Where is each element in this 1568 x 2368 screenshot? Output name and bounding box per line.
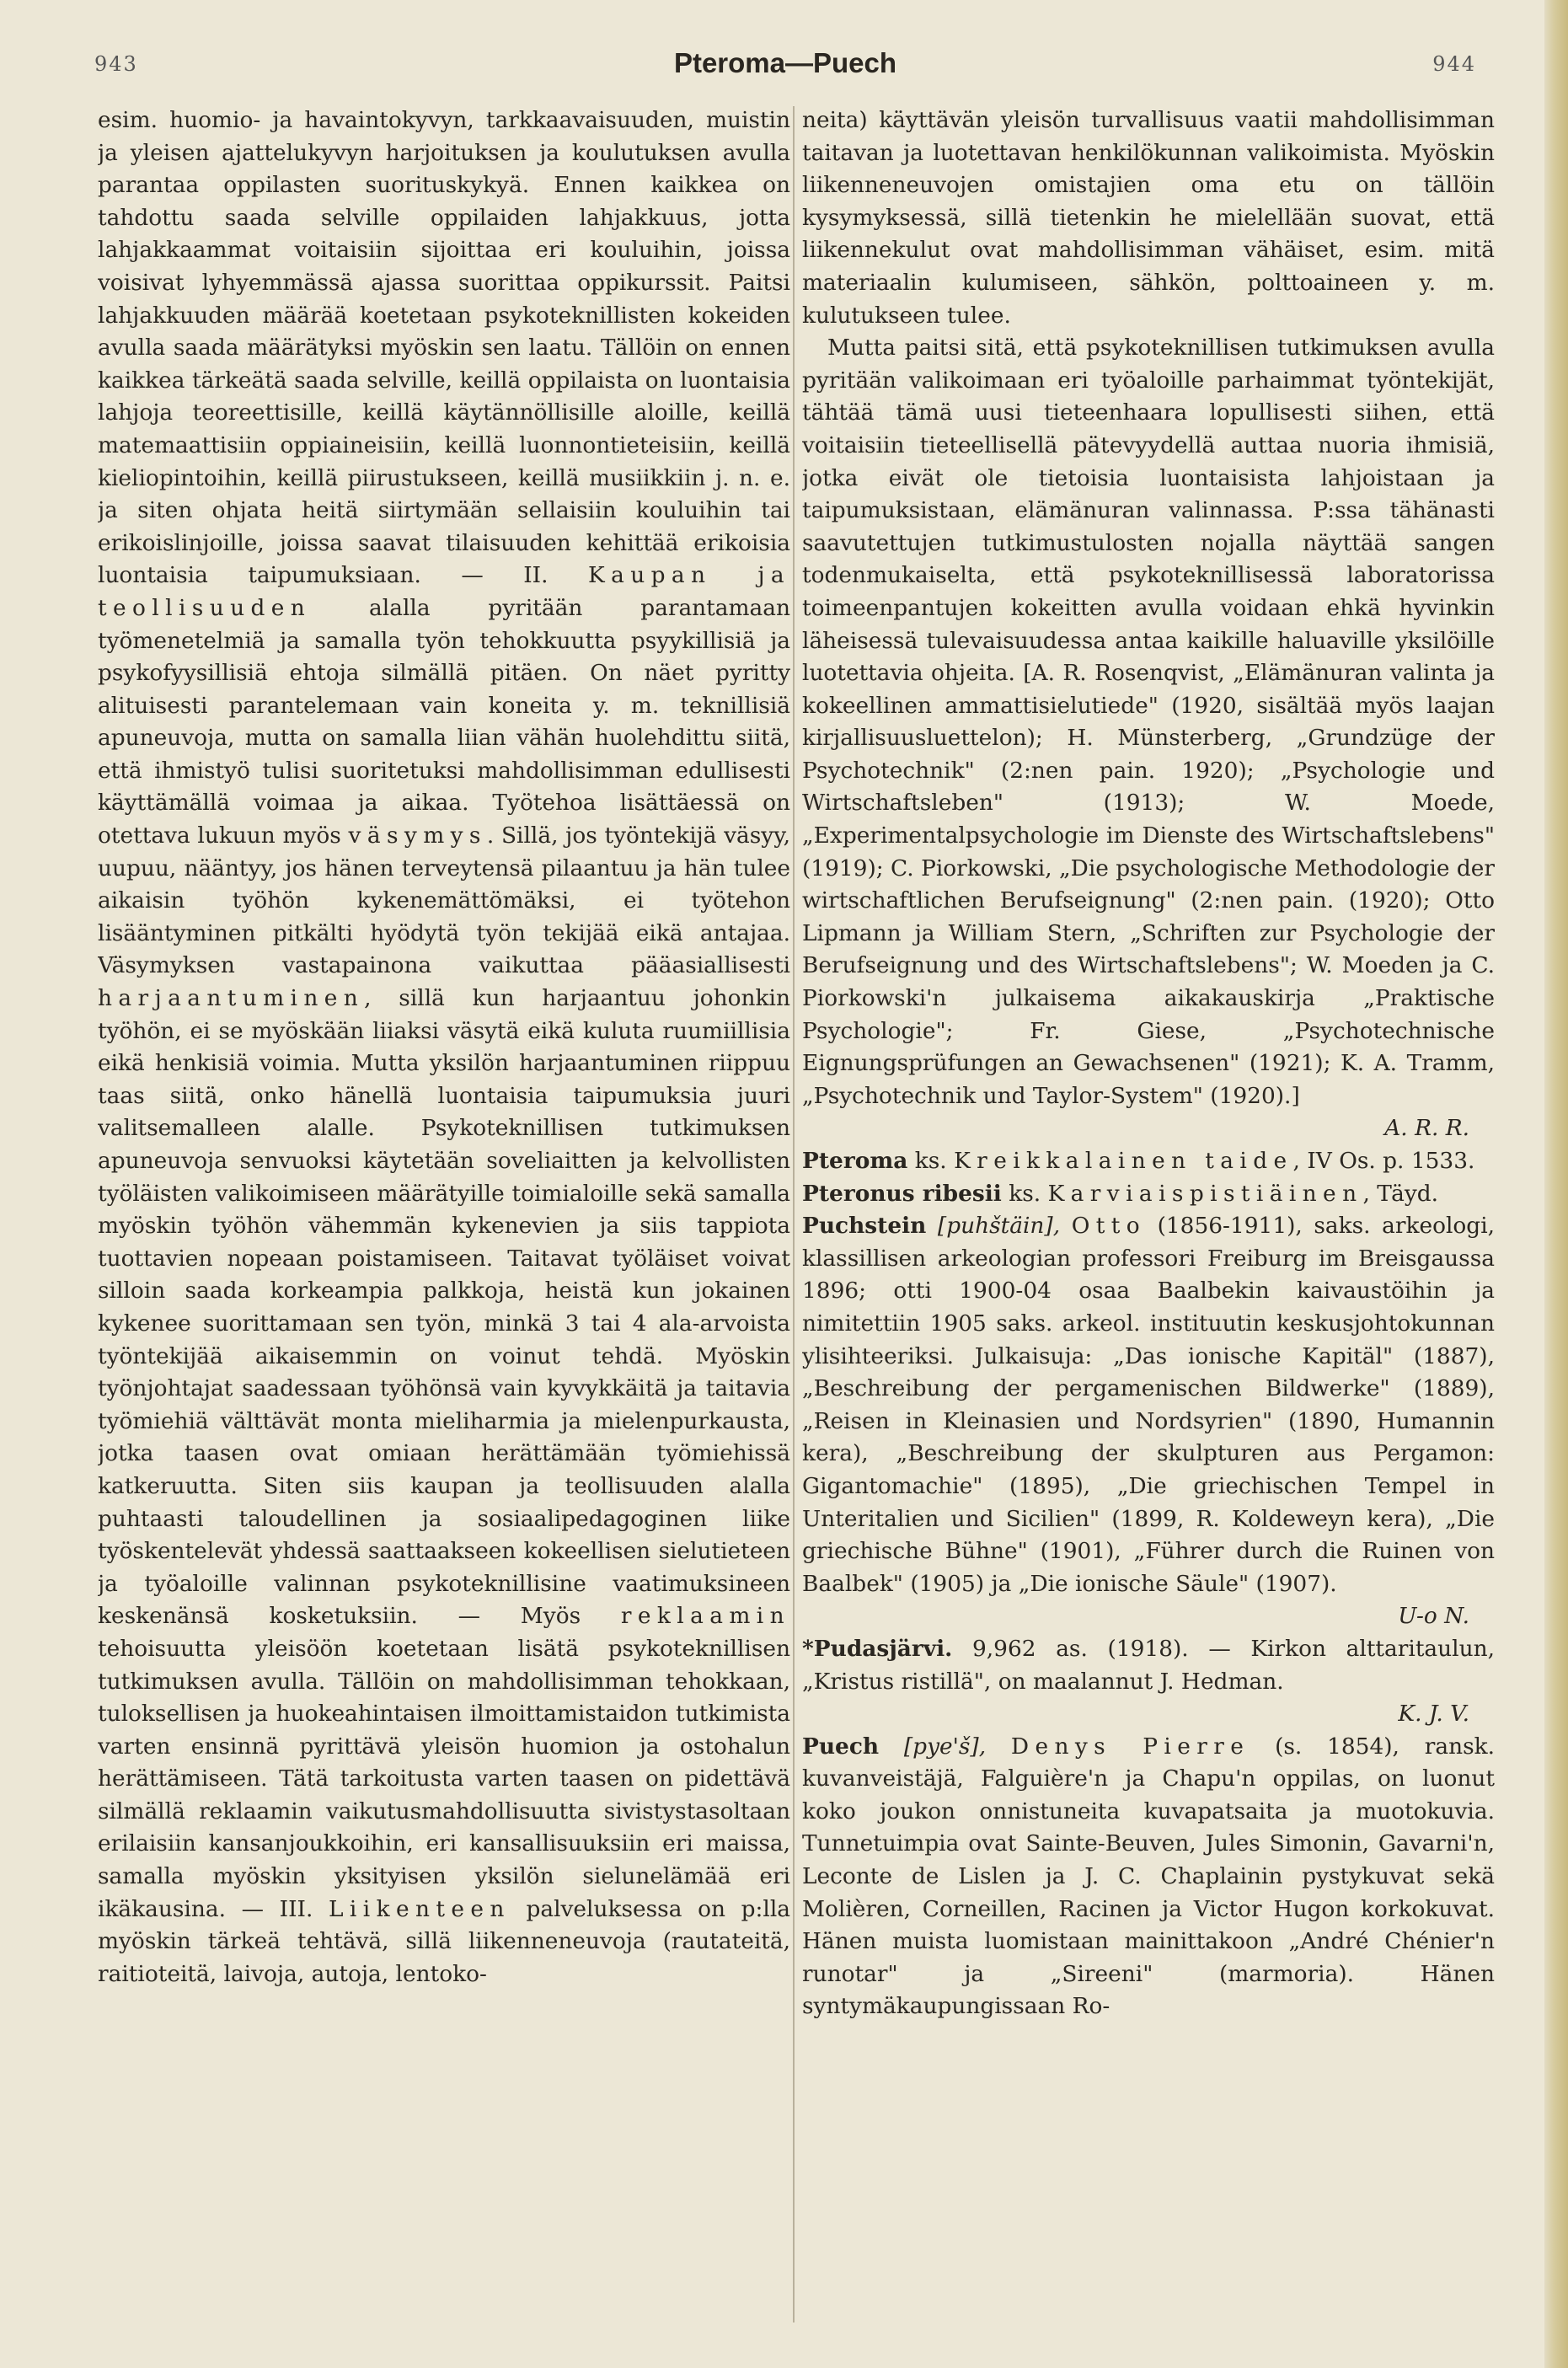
headword-puchstein: Puchstein <box>802 1213 927 1240</box>
signature-ar: A. R. R. <box>1384 1115 1469 1142</box>
headword-pteronus: Pteronus ribesii <box>802 1180 1002 1207</box>
headword-pteroma: Pteroma <box>802 1148 908 1174</box>
entry-puech: Puech [pye'š], Denys Pierre (s. 1854), ransk. kuvanveistäjä, Falguière'n ja Chapu'n oppilas, on luonut koko joukon onnistuneita kuvapatsaita ja muotokuvia. Tunnetuimpia ovat Sainte-Beuven, Jules Simonin, Gavarni'n, Leconte de Lislen ja J. C. Chaplainin pystykuvat sekä Molièren, Corneillen, Racinen ja Victor Hugon korkokuvat. Hänen muista luomistaan mainittakoon „André Chénier'n runotar" ja „Sireeni" (marmoria). Hänen syntymäkaupungissaan Ro- <box>802 1733 1495 2020</box>
entry-puchstein: Puchstein [puhštäin], Otto (1856-1911), saks. arkeologi, klassillisen arkeologian professori Freiburg im Breisgaussa 1896; otti 1900-04 osaa Baalbekin kaivaustöihin ja nimitettiin 1905 saks. arkeol. instituutin keskusjohtokunnan ylisihteeriksi. Julkaisuja: „Das ionische Kapitäl" (1887), „Beschreibung der pergamenischen Bildwerke" (1889), „Reisen in Kleinasien und Nordsyrien" (1890, Humannin kera), „Beschreibung der skulpturen aus Pergamon: Gigantomachie" (1895), „Die griechischen Tempel in Unteritalien und Sicilien" (1899, R. Koldeweyn kera), „Die griechische Bühne" (1901), „Führer durch die Ruinen von Baalbek" (1905) ja „Die ionische Säule" (1907). <box>802 1213 1495 1597</box>
page-edge <box>1544 0 1568 2368</box>
column-divider <box>793 106 795 2322</box>
left-column <box>98 104 790 2329</box>
page-number-right: 944 <box>1432 52 1476 76</box>
right-column <box>802 104 1495 2329</box>
psychotechnics-continuation-right: neita) käyttävän yleisön turvallisuus vaatii mahdollisimman taitavan ja luotettavan henkilökunnan valikoimista. Myöskin liikenneneuvojen omistajien oma etu on tällöin kysymyksessä, sillä tietenkin he mielellään suovat, että liikennekulut ovat mahdollisimman vähäiset, esim. mitä materiaalin kulumiseen, sähkön, polttoaineen y. m. kulutukseen tulee. <box>802 107 1495 329</box>
page-title: Pteroma—Puech <box>673 47 897 78</box>
signature-uon: U-o N. <box>1398 1603 1469 1630</box>
page-number-left: 943 <box>94 52 138 76</box>
entry-pteronus: Pteronus ribesii ks. Karviaispistiäinen, Täyd. <box>802 1180 1439 1207</box>
page-header <box>94 47 1476 99</box>
psychotechnics-paragraph-2: Mutta paitsi sitä, että psykoteknillisen tutkimuksen avulla pyritään valikoimaan eri työaloille parhaimmat työntekijät, tähtää tämä uusi tieteenhaara lopullisesti siihen, että voitaisiin tieteellisellä pätevyydellä auttaa nuoria ihmisiä, jotka eivät ole tietoisia luontaisista lahjoistaan ja taipumuksistaan, elämänuran valinnassa. P:ssa tähänasti saavutettujen tutkimustulosten nojalla näyttää sangen todenmukaiselta, että psykoteknillisessä laboratorissa toimeenpantujen kokeitten avulla voidaan ehkä hyvinkin läheisessä tulevaisuudessa antaa kaikille haluaville yksilöille luotettavia ohjeita. [A. R. Rosenqvist, „Elämänuran valinta ja kokeellinen ammattisielutiede" (1920, sisältää myös laajan kirjallisuusluettelon); H. Münsterberg, „Grundzüge der Psychotechnik" (2:nen pain. 1920); „Psychologie und Wirtschaftsleben" (1913); W. Moede, „Experimentalpsychologie im Dienste des Wirtschaftslebens" (1919); C. Piorkowski, „Die psychologische Methodologie der wirtschaftlichen Berufseignung" (2:nen pain. (1920); Otto Lipmann ja William Stern, „Schriften zur Psychologie der Berufseignung und des Wirtschaftslebens"; W. Moeden ja C. Piorkowski'n julkaisema aikakauskirja „Praktische Psychologie"; Fr. Giese, „Psychotechnische Eignungsprüfungen an Gewachsenen" (1921); K. A. Tramm, „Psychotechnik und Taylor-System" (1920).] <box>802 335 1495 1109</box>
headword-pudasjarvi: *Pudasjärvi. <box>802 1635 953 1662</box>
headword-puech: Puech <box>802 1733 880 1760</box>
signature-kjv: K. J. V. <box>1398 1701 1469 1728</box>
entry-pudasjarvi: *Pudasjärvi. 9,962 as. (1918). — Kirkon alttaritaulun, „Kristus ristillä", on maalannut J. Hedman. <box>802 1635 1495 1695</box>
entry-pteroma: Pteroma ks. Kreikkalainen taide, IV Os. p. 1533. <box>802 1148 1475 1174</box>
psychotechnics-continuation: esim. huomio- ja havaintokyvyn, tarkkaavaisuuden, muistin ja yleisen ajattelukyvyn harjoituksen ja koulutuksen avulla parantaa oppilasten suorituskykyä. Ennen kaikkea on tahdottu saada selville oppilaiden lahjakkuus, jotta lahjakkaammat voitaisiin sijoittaa eri kouluihin, joissa voisivat lyhyemmässä ajassa suorittaa oppikurssit. Paitsi lahjakkuuden määrää koetetaan psykoteknillisten kokeiden avulla saada määrätyksi myöskin sen laatu. Tällöin on ennen kaikkea tärkeätä saada selville, keillä oppilaista on luontaisia lahjoja teoreettisille, keillä käytännöllisille aloille, keillä matemaattisiin oppiaineisiin, keillä luonnontieteisiin, keillä kieliopintoihin, keillä piirustukseen, keillä musiikkiin j. n. e. ja siten ohjata heitä siirtymään sellaisiin kouluihin tai erikoislinjoille, joissa saavat tilaisuuden kehittää erikoisia luontaisia taipumuksiaan. — II. Kaupan ja teollisuuden alalla pyritään parantamaan työmenetelmiä ja samalla työn tehokkuutta psyykillisiä ja psykofyysillisiä ehtoja silmällä pitäen. On näet pyritty alituisesti parantelemaan vain koneita y. m. teknillisiä apuneuvoja, mutta on samalla liian vähän huolehdittu siitä, että ihmistyö tulisi suoritetuksi mahdollisimman edullisesti käyttämällä voimaa ja aikaa. Työtehoa lisättäessä on otettava lukuun myös väsymys. Sillä, jos työntekijä väsyy, uupuu, nääntyy, jos hänen terveytensä pilaantuu ja hän tulee aikaisin työhön kykenemättömäksi, ei työtehon lisääntyminen pitkälti hyödytä työn tekijää eikä antajaa. Väsymyksen vastapainona vaikuttaa pääasiallisesti harjaantuminen, sillä kun harjaantuu johonkin työhön, ei se myöskään liiaksi väsytä eikä kuluta ruumiillisia eikä henkisiä voimia. Mutta yksilön harjaantuminen riippuu taas siitä, onko hänellä luontaisia taipumuksia juuri valitsemalleen alalle. Psykoteknillisen tutkimuksen apuneuvoja senvuoksi käytetään soveliaitten ja kelvollisten työläisten valikoimiseen määrätyille toimialoille sekä samalla myöskin työhön vähemmän kykenevien ja siis tappiota tuottavien nopeaan poistamiseen. Taitavat työläiset voivat silloin saada korkeampia palkkoja, heistä kun jokainen kykenee suorittamaan sen työn, minkä 3 tai 4 ala-arvoista työntekijää aikaisemmin on voinut tehdä. Myöskin työnjohtajat saadessaan työhönsä vain kyvykkäitä ja taitavia työmiehiä välttävät monta mieliharmia ja mielenpurkausta, jotka taasen ovat omiaan herättämään työmiehissä katkeruutta. Siten siis kaupan ja teollisuuden alalla puhtaasti taloudellinen ja sosiaalipedagoginen liike työskentelevät yhdessä saattaakseen kokeellisen sielutieteen ja työaloille valinnan psykoteknillisine vaatimuksineen keskenänsä kosketuksiin. — Myös reklaamin tehoisuutta yleisöön koetetaan lisätä psykoteknillisen tutkimuksen avulla. Tällöin on mahdollisimman tehokkaan, tuloksellisen ja huokeahintaisen ilmoittamistaidon tutkimista varten ensinnä pyrittävä yleisön huomion ja ostohalun herättämiseen. Tätä tarkoitusta varten taasen on pidettävä silmällä reklaamin vaikutusmahdollisuutta sivistystasoltaan erilaisiin kansanjoukkoihin, eri kansallisuuksiin eri maissa, samalla myöskin yksityisen yksilön sielunelämää eri ikäkausina. — III. Liikenteen palveluksessa on p:lla myöskin tärkeä tehtävä, sillä liikenneneuvoja (rautateitä, raitioteitä, laivoja, autoja, lentoko- <box>98 107 790 1987</box>
